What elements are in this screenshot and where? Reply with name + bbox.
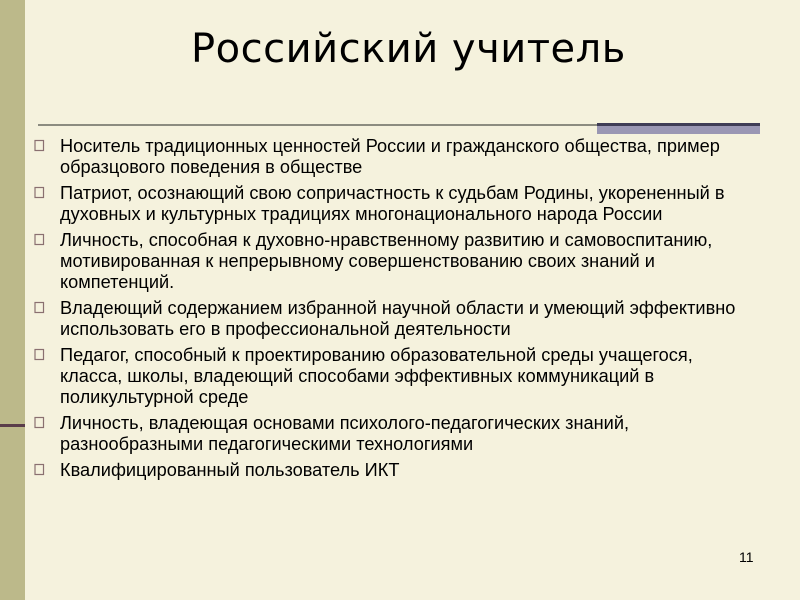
hollow-square-bullet-icon	[34, 463, 45, 476]
bullet-item	[34, 136, 754, 178]
hollow-square-bullet-icon	[34, 348, 45, 361]
bullet-text: Личность, способная к духовно-нравственному развитию и самовоспитанию, мотивированная к непрерывному совершенствованию своих знаний и компетенций.	[60, 230, 713, 292]
accent-bar-edge	[597, 123, 760, 126]
bullet-item	[34, 460, 754, 481]
bullet-item	[34, 183, 754, 225]
hollow-square-bullet-icon	[34, 233, 45, 246]
hollow-square-bullet-icon	[34, 186, 45, 199]
bullet-item	[34, 230, 754, 293]
bullet-list	[34, 136, 754, 486]
hollow-square-bullet-icon	[34, 416, 45, 429]
bullet-text: Патриот, осознающий свою сопричастность к судьбам Родины, укорененный в духовных и культурных традициях многонационального народа России	[60, 183, 725, 224]
hollow-square-bullet-icon	[34, 139, 45, 152]
bullet-item	[34, 413, 754, 455]
page-number: 11	[739, 549, 754, 565]
slide-title: Российский учитель	[191, 26, 626, 72]
left-decorative-stripe	[0, 0, 25, 600]
bullet-text: Владеющий содержанием избранной научной области и умеющий эффективно использовать его в профессиональной деятельности	[60, 298, 736, 339]
bullet-text: Педагог, способный к проектированию образовательной среды учащегося, класса, школы, владеющий способами эффективных коммуникаций в поликультурной среде	[60, 345, 693, 407]
bullet-item	[34, 298, 754, 340]
bullet-item	[34, 345, 754, 408]
bullet-text: Квалифицированный пользователь ИКТ	[60, 460, 400, 480]
bullet-text: Личность, владеющая основами психолого-педагогических знаний, разнообразными педагогическими технологиями	[60, 413, 630, 454]
left-stripe-divider	[0, 424, 25, 427]
hollow-square-bullet-icon	[34, 301, 45, 314]
bullet-text: Носитель традиционных ценностей России и гражданского общества, пример образцового поведения в обществе	[60, 136, 720, 177]
